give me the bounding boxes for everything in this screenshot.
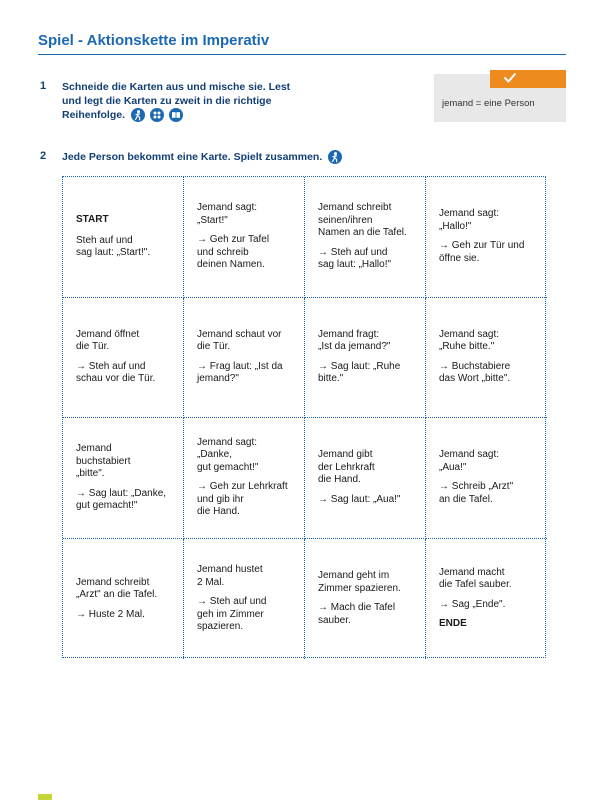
- card-13[interactable]: [63, 539, 184, 660]
- card-text: Jemand macht die Tafel sauber.: [439, 566, 512, 591]
- card-text: Jemand hustet 2 Mal.: [197, 564, 263, 588]
- task-1-text: Schneide die Karten aus und mische sie. Lest und legt die Karten zu zweit in die richtige Reihenfolge.: [62, 81, 291, 121]
- group-icon: [150, 108, 164, 122]
- card-text: Jemand geht im Zimmer spazieren.: [318, 570, 401, 594]
- card-end-tag: ENDE: [439, 618, 467, 630]
- card-text: Jemand fragt: „Ist da jemand?": [318, 328, 391, 353]
- card-14[interactable]: [184, 539, 305, 660]
- card-10[interactable]: [184, 418, 305, 539]
- person-icon: [131, 108, 145, 122]
- task-1-instruction: [62, 80, 312, 122]
- card-11[interactable]: [305, 418, 426, 539]
- card-7[interactable]: [305, 298, 426, 419]
- card-action: → Frag laut: „Ist da jemand?": [197, 360, 283, 385]
- info-box: [434, 74, 566, 122]
- card-action: → Sag laut: „Aua!": [318, 493, 401, 505]
- card-text: Jemand gibt der Lehrkraft die Hand.: [318, 449, 375, 486]
- card-grid: [62, 176, 546, 658]
- card-action: → Sag laut: „Ruhe bitte.": [318, 360, 401, 385]
- footer-color-mark: [38, 794, 52, 800]
- card-text: Jemand schreibt seinen/ihren Namen an die Tafel.: [318, 202, 407, 238]
- card-start-tag: START: [76, 214, 109, 225]
- task-2-text: Jede Person bekommt eine Karte. Spielt zusammen.: [62, 151, 323, 163]
- card-15[interactable]: [305, 539, 426, 660]
- task-1-icons: [131, 108, 185, 122]
- card-action: → Huste 2 Mal.: [76, 608, 145, 620]
- card-action: → Steh auf und schau vor die Tür.: [76, 360, 156, 385]
- card-4[interactable]: [426, 177, 547, 298]
- person-icon: [328, 150, 342, 164]
- task-2-instruction: [62, 150, 344, 164]
- card-action: → Schreib „Arzt" an die Tafel.: [439, 481, 514, 505]
- card-16[interactable]: [426, 539, 547, 660]
- card-5[interactable]: [63, 298, 184, 419]
- card-action: → Sag „Ende".: [439, 598, 506, 610]
- card-9[interactable]: [63, 418, 184, 539]
- card-text: Jemand sagt: „Aua!": [439, 449, 500, 473]
- card-action: → Buchstabiere das Wort „bitte".: [439, 360, 511, 385]
- card-action: → Steh auf und geh im Zimmer spazieren.: [197, 596, 267, 632]
- card-text: Jemand sagt: „Hallo!": [439, 208, 500, 232]
- info-box-text: jemand = eine Person: [442, 98, 535, 109]
- checkmark-icon: [502, 71, 518, 85]
- card-text: Jemand sagt: „Ruhe bitte.": [439, 328, 500, 353]
- card-action: → Mach die Tafel sauber.: [318, 602, 396, 626]
- card-text: Jemand sagt: „Danke, gut gemacht!": [197, 436, 259, 473]
- card-text: Jemand sagt: „Start!": [197, 202, 258, 226]
- task-2-icons: [328, 150, 344, 164]
- card-8[interactable]: [426, 298, 547, 419]
- page-title: Spiel - Aktionskette im Imperativ: [38, 32, 270, 49]
- card-text: Steh auf und sag laut: „Start!".: [76, 234, 151, 258]
- card-text: Jemand schreibt „Arzt" an die Tafel.: [76, 576, 158, 600]
- card-2[interactable]: [184, 177, 305, 298]
- card-text: Jemand schaut vor die Tür.: [197, 328, 282, 353]
- card-action: → Geh zur Tafel und schreib deinen Namen.: [197, 234, 270, 270]
- card-6[interactable]: [184, 298, 305, 419]
- card-action: → Geh zur Lehrkraft und gib ihr die Hand.: [197, 481, 288, 518]
- card-text: Jemand buchstabiert „bitte".: [76, 443, 131, 479]
- card-action: → Sag laut: „Danke, gut gemacht!": [76, 487, 167, 511]
- card-3[interactable]: [305, 177, 426, 298]
- card-text: Jemand öffnet die Tür.: [76, 328, 140, 353]
- card-action: → Geh zur Tür und öffne sie.: [439, 240, 525, 264]
- task-2-number: 2: [40, 150, 47, 162]
- card-action: → Steh auf und sag laut: „Hallo!": [318, 246, 392, 270]
- title-divider: [38, 54, 566, 55]
- book-icon: [169, 108, 183, 122]
- task-1-number: 1: [40, 80, 47, 92]
- card-1[interactable]: [63, 177, 184, 298]
- card-12[interactable]: [426, 418, 547, 539]
